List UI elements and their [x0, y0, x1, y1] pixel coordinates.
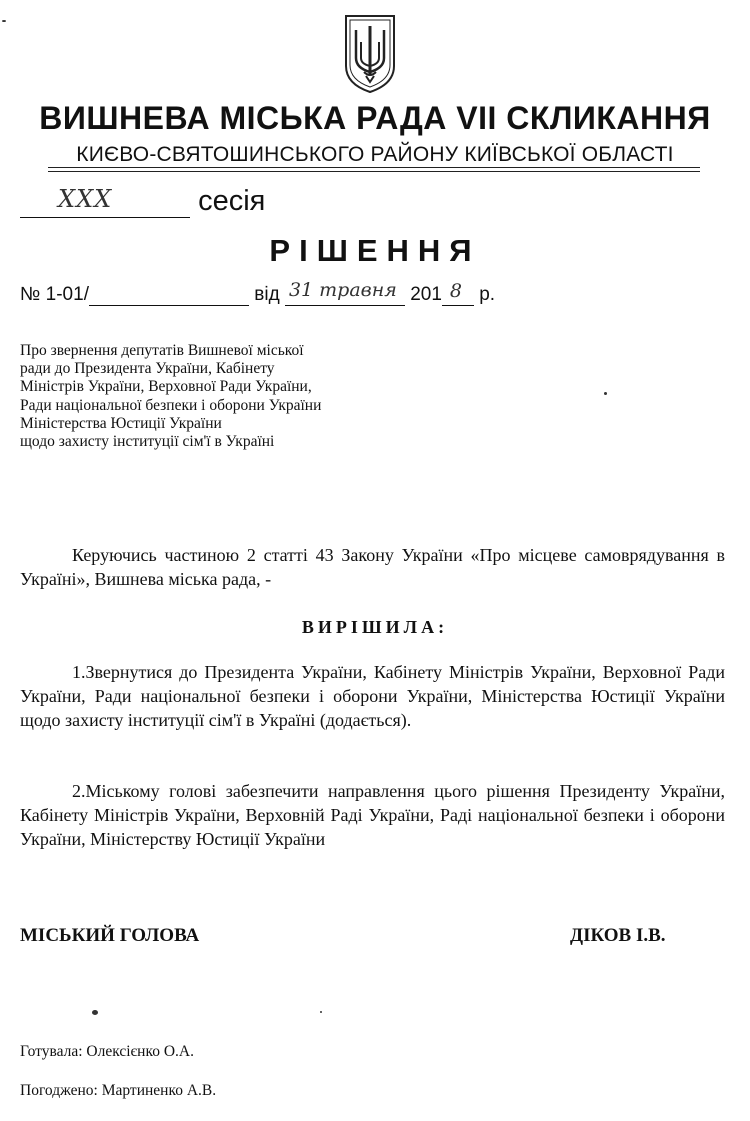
- agreed-by: Погоджено: Мартиненко А.В.: [20, 1082, 217, 1099]
- signatory-name: ДІКОВ І.В.: [570, 925, 666, 946]
- year-digit-handwritten: 8: [449, 280, 463, 302]
- date-prefix: від: [254, 284, 280, 305]
- subject-line: Про звернення депутатів Вишневої міської: [20, 342, 304, 359]
- subject-line: ради до Президента України, Кабінету: [20, 360, 275, 378]
- session-line: [20, 183, 265, 218]
- year-suffix: р.: [479, 284, 496, 305]
- signatory-title: МІСЬКИЙ ГОЛОВА: [20, 925, 200, 946]
- subject-line: щодо захисту інституції сім'ї в Україні: [20, 433, 275, 451]
- date-field: [285, 279, 405, 306]
- scan-speck: [2, 20, 6, 22]
- basis-text: Керуючись частиною 2 статті 43 Закону України «Про місцеве самоврядування в Україні», Вишнева міська рада, -: [20, 545, 725, 589]
- header-divider-top: [48, 167, 700, 168]
- decision-number-prefix: № 1-01/: [20, 284, 89, 305]
- decision-number-field: [89, 285, 249, 306]
- subject-line: Міністрів України, Верховної Ради України,: [20, 378, 312, 396]
- subject-line: Міністерства Юстиції України: [20, 414, 222, 432]
- session-number-field: [20, 183, 190, 218]
- resolved-heading: ВИРІШИЛА:: [301, 617, 449, 637]
- resolution-item-2-text: 2.Міському голові забезпечити направлення цього рішення Президенту України, Кабінету Міністрів України, Верховній Раді України, Раді національної безпеки і оборони України, Міністерству Юстиції України: [20, 781, 725, 849]
- council-title: ВИШНЕВА МІСЬКА РАДА VII СКЛИКАННЯ: [39, 100, 711, 136]
- decision-number-line: [20, 279, 496, 306]
- date-handwritten: 31 травня: [288, 279, 397, 301]
- basis-paragraph: [20, 543, 725, 591]
- resolution-item-1-text: 1.Звернутися до Президента України, Кабінету Міністрів України, Верховної Ради України, Ради національної безпеки і оборони України, Міністерства Юстиції України щодо захисту інституції сім'ї в Україні (додається).: [20, 662, 725, 730]
- session-label: сесія: [198, 185, 266, 217]
- decision-title: РІШЕННЯ: [269, 233, 481, 268]
- subject-line: Ради національної безпеки і оборони України: [20, 396, 322, 414]
- resolution-item-2: [20, 779, 725, 851]
- header-divider-bottom: [48, 171, 700, 172]
- decision-subject: [20, 342, 380, 451]
- council-subtitle: КИЄВО-СВЯТОШИНСЬКОГО РАЙОНУ КИЇВСЬКОЇ ОБЛАСТІ: [76, 143, 674, 166]
- scan-speck: [604, 392, 607, 395]
- scan-speck: [92, 1010, 98, 1015]
- year-prefix: 201: [410, 284, 442, 305]
- scan-speck: [320, 1011, 322, 1013]
- year-field: [442, 280, 474, 306]
- session-number: XXX: [58, 185, 113, 213]
- resolution-item-1: [20, 660, 725, 732]
- prepared-by: Готувала: Олексієнко О.А.: [20, 1043, 194, 1060]
- trident-coat-of-arms-icon: [342, 14, 398, 94]
